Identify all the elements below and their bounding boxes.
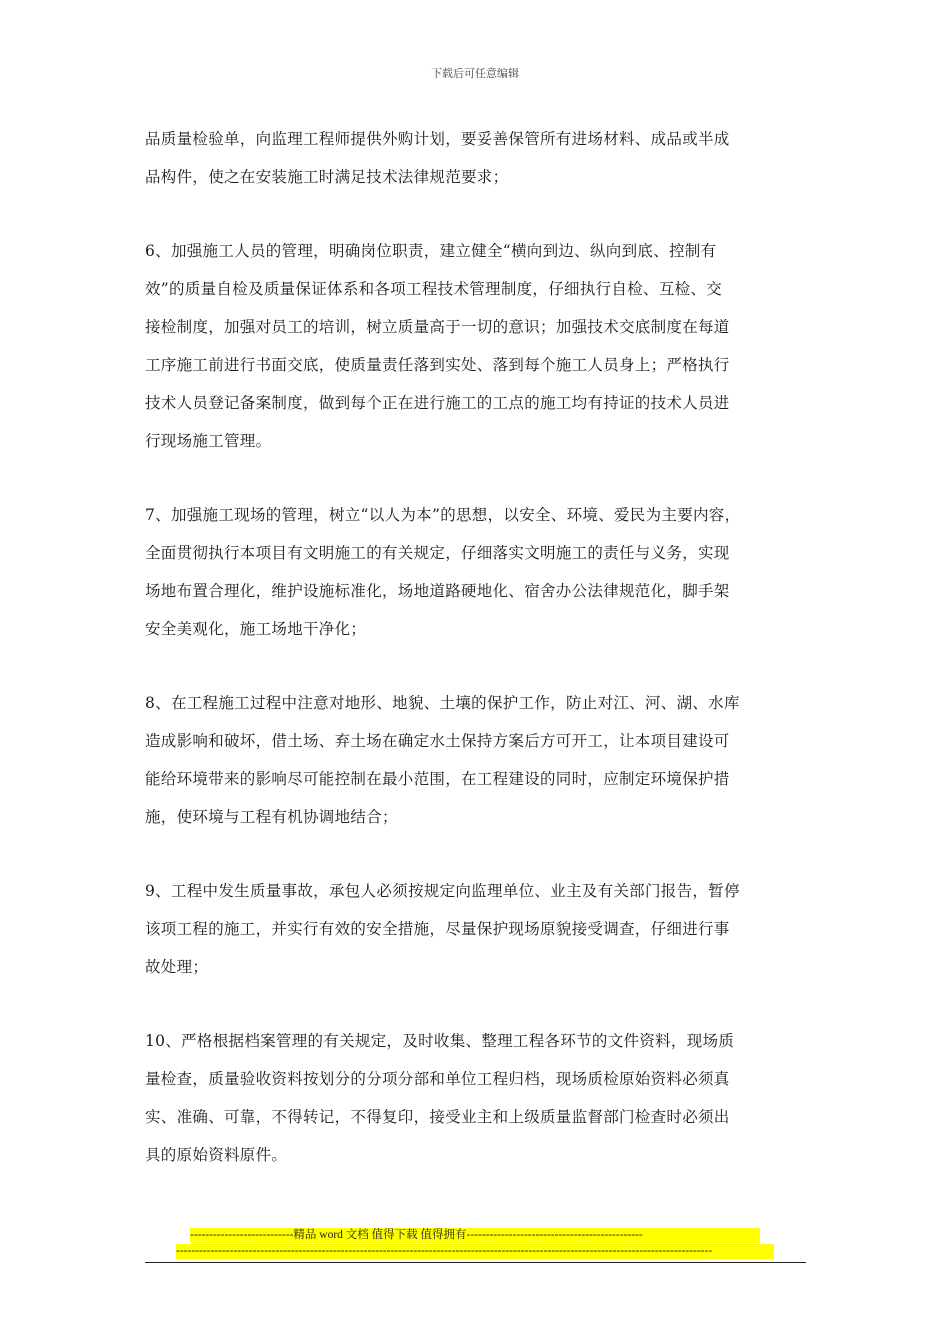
text-line: 8、在工程施工过程中注意对地形、地貌、土壤的保护工作，防止对江、河、湖、水库 [145,694,740,712]
document-body [145,120,815,1210]
text-line: 故处理； [145,958,209,976]
page-header: 下载后可任意编辑 [431,67,519,80]
text-line: 6、加强施工人员的管理，明确岗位职责，建立健全“横向到边、纵向到底、控制有 [145,242,717,260]
text-line: 施，使环境与工程有机协调地结合； [145,808,398,826]
footer-rule [145,1262,806,1263]
paragraph-continuation [145,120,815,196]
text-line: 工序施工前进行书面交底，使质量责任落到实处、落到每个施工人员身上；严格执行 [145,356,730,374]
text-line: 该项工程的施工，并实行有效的安全措施，尽量保护现场原貌接受调查，仔细进行事 [145,920,730,938]
text-line: 效”的质量自检及质量保证体系和各项工程技术管理制度，仔细执行自检、互检、交 [145,280,723,298]
paragraph-item-6 [145,232,815,460]
paragraph-item-9 [145,872,815,986]
paragraph-item-7 [145,496,815,648]
text-line: 接检制度，加强对员工的培训，树立质量高于一切的意识；加强技术交底制度在每道 [145,318,730,336]
text-line: 全面贯彻执行本项目有文明施工的有关规定，仔细落实文明施工的责任与义务，实现 [145,544,730,562]
text-line: 10、严格根据档案管理的有关规定，及时收集、整理工程各环节的文件资料，现场质 [145,1032,735,1050]
text-line: 7、加强施工现场的管理，树立“以人为本”的思想，以安全、环境、爱民为主要内容， [145,506,741,524]
text-line: 具的原始资料原件。 [145,1146,288,1164]
footer-banner-line: ---------------------------精品 word 文档 值得下载 值得拥有---------------------------------------------- [190,1228,760,1243]
text-line: 9、工程中发生质量事故，承包人必须按规定向监理单位、业主及有关部门报告，暂停 [145,882,740,900]
text-line: 品构件，使之在安装施工时满足技术法律规范要求； [145,168,509,186]
text-line: 能给环境带来的影响尽可能控制在最小范围，在工程建设的同时，应制定环境保护措 [145,770,730,788]
text-line: 行现场施工管理。 [145,432,272,450]
text-line: 量检查，质量验收资料按划分的分项分部和单位工程归档，现场质检原始资料必须真 [145,1070,730,1088]
text-line: 技术人员登记备案制度，做到每个正在进行施工的工点的施工均有持证的技术人员进 [145,394,730,412]
text-line: 造成影响和破坏，借土场、弃土场在确定水土保持方案后方可开工，让本项目建设可 [145,732,730,750]
text-line: 场地布置合理化，维护设施标准化，场地道路硬地化、宿舍办公法律规范化，脚手架 [145,582,730,600]
text-line: 实、准确、可靠，不得转记，不得复印，接受业主和上级质量监督部门检查时必须出 [145,1108,730,1126]
paragraph-item-8 [145,684,815,836]
paragraph-item-10 [145,1022,815,1174]
text-line: 品质量检验单，向监理工程师提供外购计划，要妥善保管所有进场材料、成品或半成 [145,130,730,148]
footer-dash-line: -------------------------------------------------------------------------------------------------------------------------------------------- [176,1244,774,1259]
text-line: 安全美观化，施工场地干净化； [145,620,367,638]
